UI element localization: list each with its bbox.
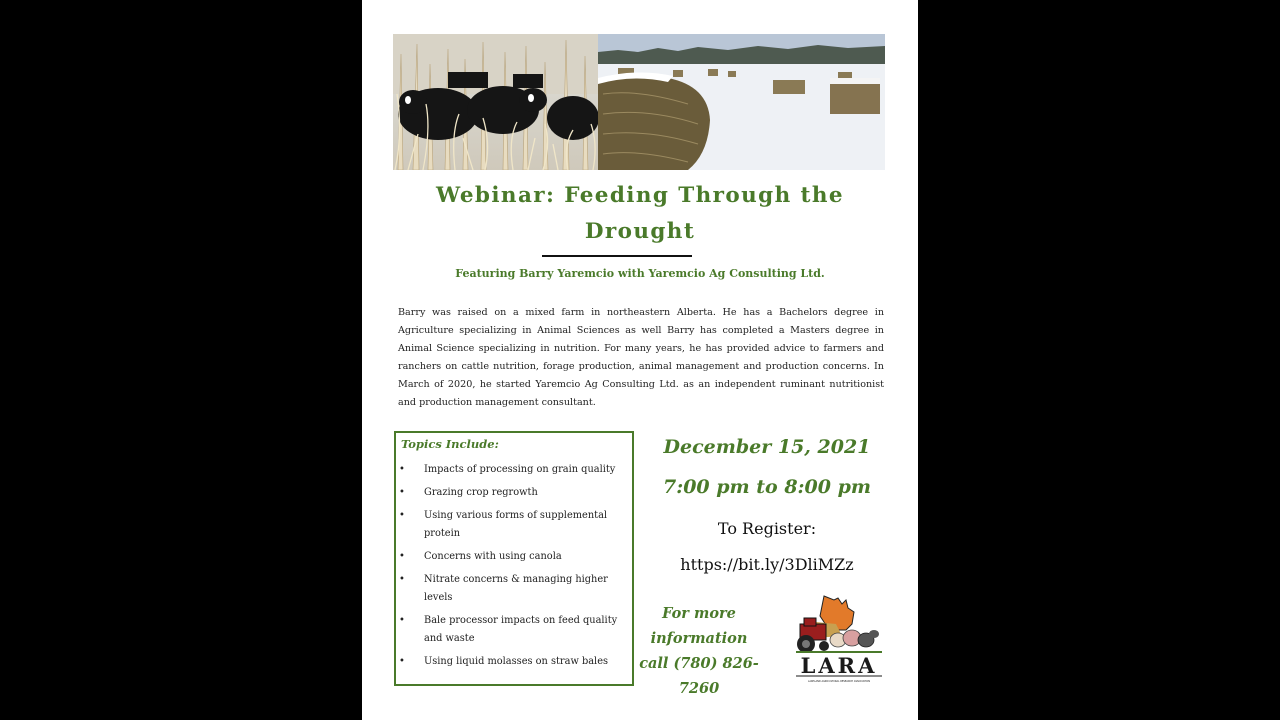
topics-heading: Topics Include:: [401, 437, 499, 451]
cattle-photo: [393, 34, 598, 170]
topic-item: • Grazing crop regrowth: [396, 484, 632, 502]
register-label: To Register:: [717, 519, 817, 538]
speaker-bio: Barry was raised on a mixed farm in northeastern Alberta. He has a Bachelors degree in Agriculture specializing in Animal Sciences as well Barry has completed a Masters degree in Animal Science specializing in nutrition. For many years, he has provided advice to farmers and ranchers on cattle nutrition, forage production, animal management and production concerns. In March of 2020, he started Yaremcio Ag Consulting Ltd. as an independent ruminant nutritionist and production management consultant.: [398, 307, 884, 408]
flyer-page: [362, 0, 918, 720]
topic-item: • Using liquid molasses on straw bales: [396, 653, 632, 671]
topic-item: • Concerns with using canola: [396, 548, 632, 566]
bullet-icon: •: [399, 510, 405, 521]
logo-text: LARA: [800, 653, 878, 678]
bullet-icon: •: [399, 574, 405, 585]
topics-list: [396, 461, 632, 676]
topic-item: • Impacts of processing on grain quality: [396, 461, 632, 479]
topics-box: [394, 431, 634, 686]
topic-item: • Using various forms of supplemental protein: [396, 507, 632, 543]
contact-info: For more information call (780) 826-7260: [639, 605, 759, 697]
topic-item: • Bale processor impacts on feed quality and waste: [396, 612, 632, 648]
logo-subtext: LAKELAND AGRICULTURAL RESEARCH ASSOCIATION: [807, 680, 871, 683]
lara-logo: [794, 594, 884, 684]
featuring-line: Featuring Barry Yaremcio with Yaremcio Ag Consulting Ltd.: [455, 267, 825, 280]
bullet-icon: •: [399, 487, 405, 498]
bullet-icon: •: [399, 464, 405, 475]
register-link[interactable]: https://bit.ly/3DliMZz: [680, 555, 854, 574]
event-date: December 15, 2021: [663, 436, 871, 458]
webinar-title: Webinar: Feeding Through the Drought: [436, 183, 844, 244]
title-divider: [542, 255, 692, 257]
topic-item: • Nitrate concerns & managing higher levels: [396, 571, 632, 607]
bullet-icon: •: [399, 615, 405, 626]
event-time: 7:00 pm to 8:00 pm: [662, 476, 872, 498]
bullet-icon: •: [399, 656, 405, 667]
hay-bales-photo: [598, 34, 885, 170]
bullet-icon: •: [399, 551, 405, 562]
